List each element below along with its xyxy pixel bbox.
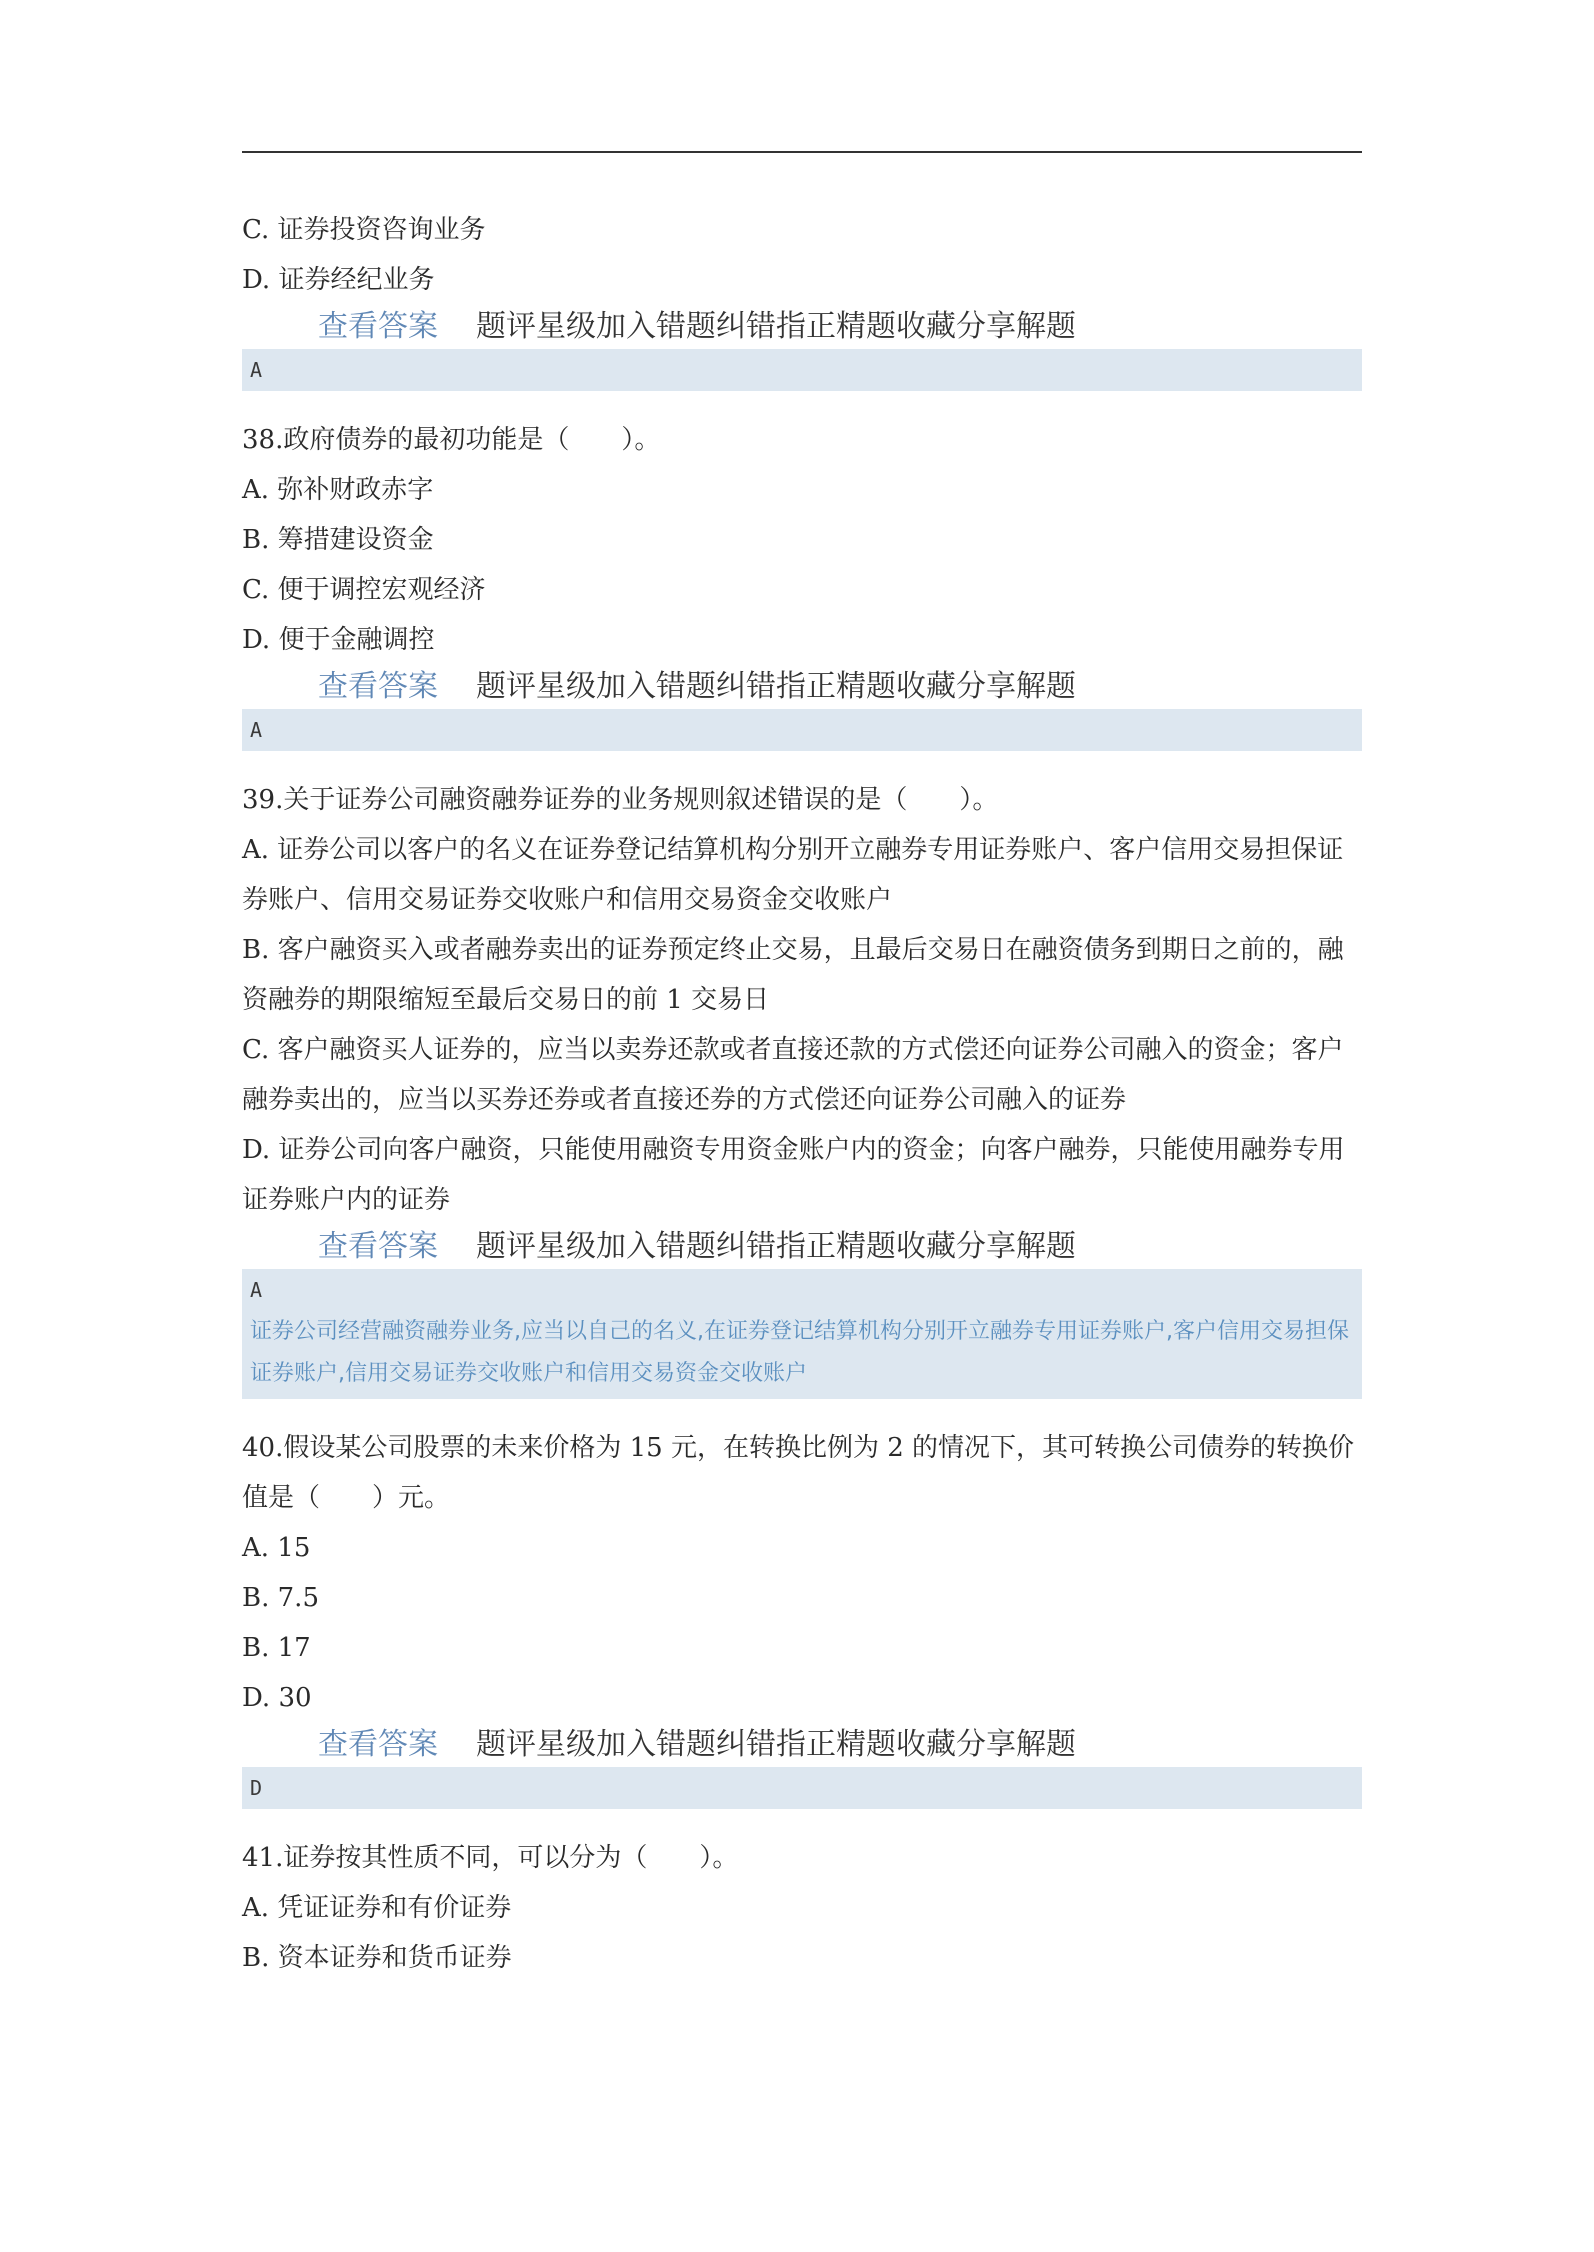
header-rule <box>242 151 1362 153</box>
favorite-link[interactable]: 精题收藏 <box>836 1229 956 1264</box>
answer-explanation: 证券公司经营融资融券业务,应当以自己的名义,在证券登记结算机构分别开立融券专用证券账户,客户信用交易担保证券账户,信用交易证券交收账户和信用交易资金交收账户 <box>250 1319 1349 1386</box>
question-toolbar <box>242 1225 1362 1269</box>
rate-question-link[interactable]: 题评星级 <box>476 1229 596 1264</box>
rate-question-link[interactable]: 题评星级 <box>476 669 596 704</box>
question-38 <box>242 415 1362 751</box>
question-list <box>242 205 1362 1983</box>
option-b: B. 客户融资买入或者融券卖出的证券预定终止交易，且最后交易日在融资债务到期日之前的，融资融券的期限缩短至最后交易日的前 1 交易日 <box>242 935 1344 1015</box>
answer-box <box>242 1767 1362 1809</box>
option-c: C. 证券投资咨询业务 <box>242 215 486 245</box>
report-error-link[interactable]: 纠错指正 <box>716 1229 836 1264</box>
option-b: B. 7.5 <box>242 1583 319 1613</box>
answer-key: D <box>250 1776 263 1800</box>
option-a: A. 弥补财政赤字 <box>242 475 434 505</box>
question-text: 41.证券按其性质不同，可以分为（ ）。 <box>242 1843 739 1873</box>
share-solution-link[interactable]: 分享解题 <box>956 309 1076 344</box>
answer-box <box>242 349 1362 391</box>
action-links <box>476 305 1076 349</box>
question-toolbar <box>242 305 1362 349</box>
view-answer-link[interactable]: 查看答案 <box>318 669 438 704</box>
question-toolbar <box>242 665 1362 709</box>
question-40 <box>242 1423 1362 1809</box>
action-links <box>476 1225 1076 1269</box>
option-c: C. 客户融资买人证券的，应当以卖券还款或者直接还款的方式偿还向证券公司融入的资金；客户融券卖出的，应当以买券还券或者直接还券的方式偿还向证券公司融入的证券 <box>242 1035 1344 1115</box>
option-b: B. 筹措建设资金 <box>242 525 434 555</box>
rate-question-link[interactable]: 题评星级 <box>476 1727 596 1762</box>
answer-box <box>242 1269 1362 1399</box>
report-error-link[interactable]: 纠错指正 <box>716 669 836 704</box>
question-toolbar <box>242 1723 1362 1767</box>
add-to-mistakes-link[interactable]: 加入错题 <box>596 669 716 704</box>
report-error-link[interactable]: 纠错指正 <box>716 309 836 344</box>
option-a: A. 15 <box>242 1533 311 1563</box>
question-text: 39.关于证券公司融资融券证券的业务规则叙述错误的是（ ）。 <box>242 785 999 815</box>
option-c: C. 便于调控宏观经济 <box>242 575 486 605</box>
report-error-link[interactable]: 纠错指正 <box>716 1727 836 1762</box>
option-b: B. 资本证券和货币证券 <box>242 1943 512 1973</box>
question-41 <box>242 1833 1362 1983</box>
add-to-mistakes-link[interactable]: 加入错题 <box>596 1229 716 1264</box>
option-a: A. 证券公司以客户的名义在证券登记结算机构分别开立融券专用证券账户、客户信用交易担保证券账户、信用交易证券交收账户和信用交易资金交收账户 <box>242 835 1344 915</box>
question-39 <box>242 775 1362 1399</box>
answer-box <box>242 709 1362 751</box>
question-text: 40.假设某公司股票的未来价格为 15 元，在转换比例为 2 的情况下，其可转换公司债券的转换价值是（ ）元。 <box>242 1433 1355 1513</box>
share-solution-link[interactable]: 分享解题 <box>956 1229 1076 1264</box>
share-solution-link[interactable]: 分享解题 <box>956 669 1076 704</box>
answer-key: A <box>250 1278 263 1302</box>
view-answer-link[interactable]: 查看答案 <box>318 309 438 344</box>
favorite-link[interactable]: 精题收藏 <box>836 309 956 344</box>
option-d: D. 便于金融调控 <box>242 625 435 655</box>
answer-key: A <box>250 718 263 742</box>
rate-question-link[interactable]: 题评星级 <box>476 309 596 344</box>
share-solution-link[interactable]: 分享解题 <box>956 1727 1076 1762</box>
option-a: A. 凭证证券和有价证券 <box>242 1893 512 1923</box>
action-links <box>476 665 1076 709</box>
view-answer-link[interactable]: 查看答案 <box>318 1229 438 1264</box>
view-answer-link[interactable]: 查看答案 <box>318 1727 438 1762</box>
answer-key: A <box>250 358 263 382</box>
add-to-mistakes-link[interactable]: 加入错题 <box>596 1727 716 1762</box>
add-to-mistakes-link[interactable]: 加入错题 <box>596 309 716 344</box>
option-b-second: B. 17 <box>242 1633 311 1663</box>
option-d: D. 证券经纪业务 <box>242 265 435 295</box>
favorite-link[interactable]: 精题收藏 <box>836 669 956 704</box>
question-37-tail <box>242 205 1362 391</box>
action-links <box>476 1723 1076 1767</box>
option-d: D. 30 <box>242 1683 312 1713</box>
question-text: 38.政府债券的最初功能是（ ）。 <box>242 425 661 455</box>
favorite-link[interactable]: 精题收藏 <box>836 1727 956 1762</box>
option-d: D. 证券公司向客户融资，只能使用融资专用资金账户内的资金；向客户融券，只能使用融券专用证券账户内的证券 <box>242 1135 1345 1215</box>
